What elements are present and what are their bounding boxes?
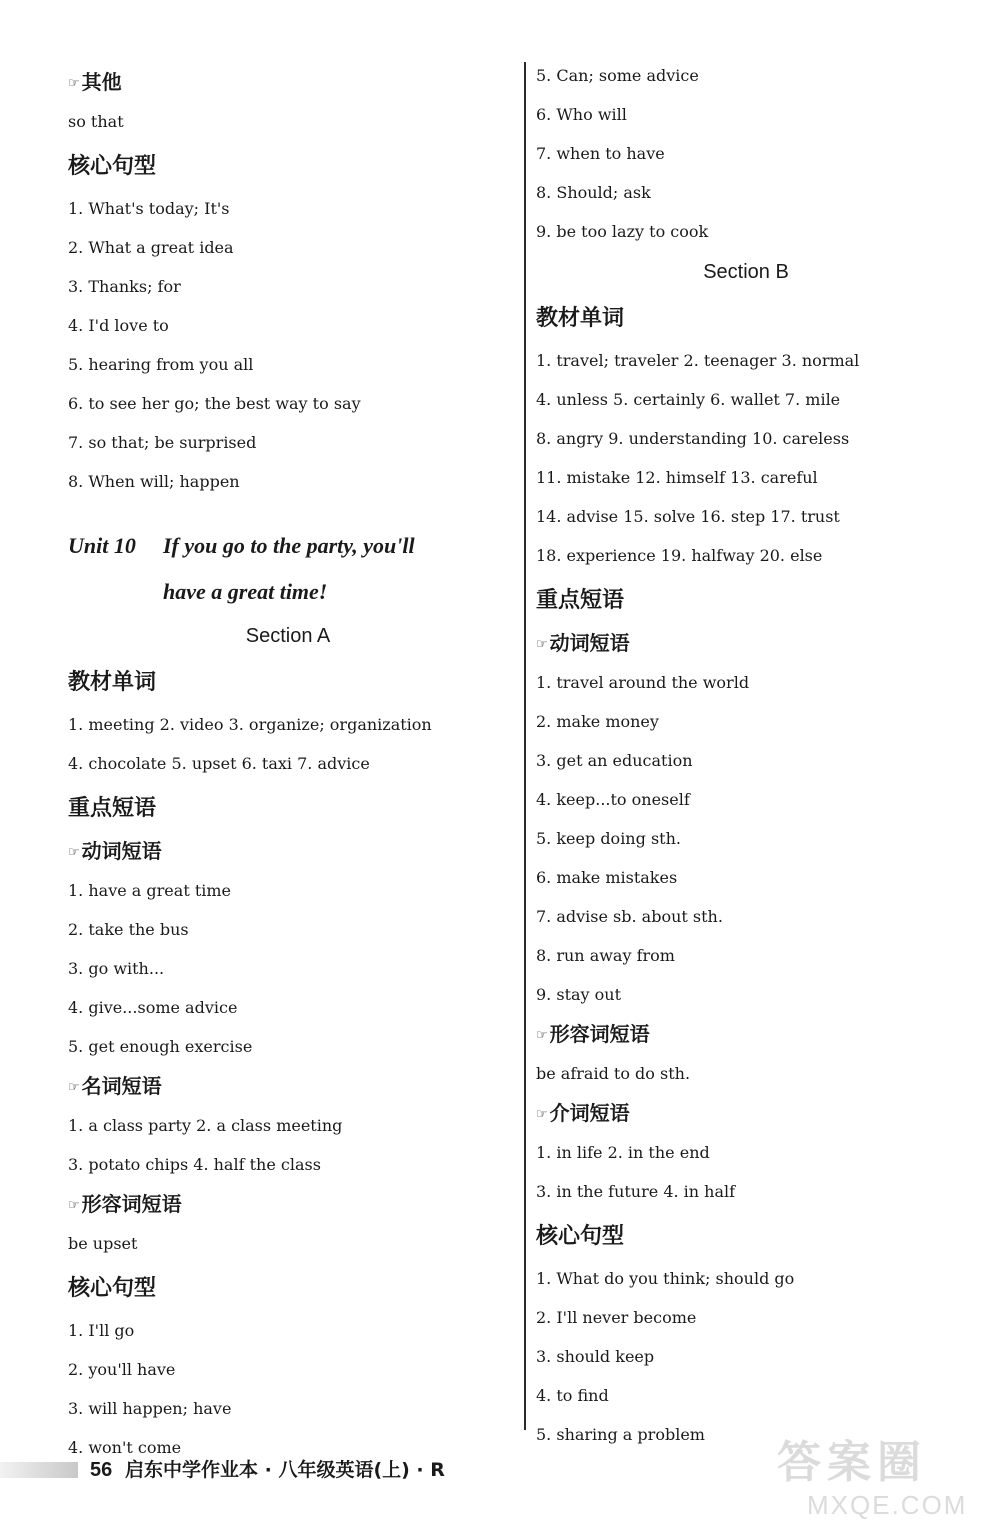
answer-line: 1. travel; traveler 2. teenager 3. normal	[536, 351, 860, 370]
answer-line: 1. travel around the world	[536, 673, 750, 692]
answer-line: 5. get enough exercise	[68, 1037, 253, 1056]
answer-line: 1. have a great time	[68, 881, 232, 900]
answer-line: be afraid to do sth.	[536, 1064, 691, 1083]
pointing-hand-icon: ☞	[536, 1028, 548, 1043]
heading-core-sentences: 核心句型	[536, 1224, 625, 1249]
answer-line: 8. run away from	[536, 946, 675, 965]
heading-key-phrases: 重点短语	[68, 796, 157, 821]
page-number: 56	[90, 1459, 113, 1481]
answer-line: 7. when to have	[536, 144, 665, 163]
unit-title	[68, 523, 508, 615]
answer-line: 3. get an education	[536, 751, 693, 770]
answer-line: 11. mistake 12. himself 13. careful	[536, 468, 818, 487]
watermark-en: MXQE.COM	[807, 1490, 968, 1520]
footer-decoration-bar	[0, 1462, 78, 1478]
answer-line: 7. advise sb. about sth.	[536, 907, 723, 926]
answer-line: 2. I'll never become	[536, 1308, 697, 1327]
answer-line: 3. in the future 4. in half	[536, 1182, 736, 1201]
answer-line: 9. stay out	[536, 985, 622, 1004]
left-column	[68, 62, 508, 1467]
page-footer	[0, 1450, 600, 1490]
answer-line: 6. make mistakes	[536, 868, 678, 887]
right-column	[536, 56, 956, 1454]
subheading-other: ☞ 其他	[68, 62, 508, 102]
answer-line: 9. be too lazy to cook	[536, 222, 709, 241]
heading-key-phrases: 重点短语	[536, 588, 625, 613]
answer-line: 2. What a great idea	[68, 238, 234, 257]
answer-line: 3. Thanks; for	[68, 277, 181, 296]
answer-line: 1. a class party 2. a class meeting	[68, 1116, 343, 1135]
answer-line: 2. take the bus	[68, 920, 189, 939]
answer-line: so that	[68, 112, 124, 131]
answer-line: 8. When will; happen	[68, 472, 240, 491]
answer-line: 8. angry 9. understanding 10. careless	[536, 429, 850, 448]
pointing-hand-icon: ☞	[68, 1080, 80, 1095]
answer-line: 6. to see her go; the best way to say	[68, 394, 361, 413]
unit-label: Unit 10	[68, 533, 136, 558]
unit-title-line-2: have a great time!	[163, 579, 328, 604]
answer-line: 3. potato chips 4. half the class	[68, 1155, 321, 1174]
answer-line: 7. so that; be surprised	[68, 433, 257, 452]
answer-line: 5. keep doing sth.	[536, 829, 681, 848]
section-a-title: Section A	[245, 625, 331, 647]
subheading-adjective-phrases: ☞ 形容词短语	[536, 1014, 956, 1054]
pointing-hand-icon: ☞	[68, 1198, 80, 1213]
answer-line: 4. won't come	[68, 1438, 182, 1457]
heading-vocabulary: 教材单词	[68, 670, 157, 695]
answer-line: 1. What's today; It's	[68, 199, 230, 218]
answer-line: 1. meeting 2. video 3. organize; organization	[68, 715, 432, 734]
answer-line: 1. What do you think; should go	[536, 1269, 795, 1288]
answer-line: be upset	[68, 1234, 138, 1253]
heading-core-sentences: 核心句型	[68, 154, 157, 179]
answer-line: 3. go with...	[68, 959, 165, 978]
pointing-hand-icon: ☞	[536, 637, 548, 652]
answer-line: 8. Should; ask	[536, 183, 651, 202]
answer-line: 4. to find	[536, 1386, 609, 1405]
answer-line: 3. should keep	[536, 1347, 655, 1366]
pointing-hand-icon: ☞	[68, 76, 80, 91]
heading-core-sentences: 核心句型	[68, 1276, 157, 1301]
answer-line: 5. sharing a problem	[536, 1425, 705, 1444]
answer-line: 5. hearing from you all	[68, 355, 254, 374]
watermark-cn: 答案圈	[777, 1437, 927, 1488]
pointing-hand-icon: ☞	[536, 1107, 548, 1122]
subheading-noun-phrases: ☞ 名词短语	[68, 1066, 508, 1106]
pointing-hand-icon: ☞	[68, 845, 80, 860]
subheading-adjective-phrases: ☞ 形容词短语	[68, 1184, 508, 1224]
answer-line: 4. chocolate 5. upset 6. taxi 7. advice	[68, 754, 370, 773]
book-title: 启东中学作业本 · 八年级英语(上) · R	[125, 1459, 445, 1481]
answer-line: 4. keep...to oneself	[536, 790, 690, 809]
answer-line: 14. advise 15. solve 16. step 17. trust	[536, 507, 840, 526]
column-divider	[524, 62, 526, 1430]
watermark-logo	[777, 1426, 977, 1520]
subheading-verb-phrases: ☞ 动词短语	[68, 831, 508, 871]
answer-line: 18. experience 19. halfway 20. else	[536, 546, 823, 565]
subheading-verb-phrases: ☞ 动词短语	[536, 623, 956, 663]
heading-vocabulary: 教材单词	[536, 306, 625, 331]
answer-line: 6. Who will	[536, 105, 627, 124]
answer-line: 5. Can; some advice	[536, 66, 699, 85]
answer-line: 4. unless 5. certainly 6. wallet 7. mile	[536, 390, 841, 409]
answer-line: 4. I'd love to	[68, 316, 169, 335]
answer-line: 1. in life 2. in the end	[536, 1143, 710, 1162]
answer-line: 1. I'll go	[68, 1321, 135, 1340]
subheading-preposition-phrases: ☞ 介词短语	[536, 1093, 956, 1133]
answer-line: 3. will happen; have	[68, 1399, 232, 1418]
unit-title-line-1: If you go to the party, you'll	[163, 533, 415, 558]
section-b-title: Section B	[703, 261, 789, 283]
answer-line: 2. you'll have	[68, 1360, 176, 1379]
answer-line: 4. give...some advice	[68, 998, 238, 1017]
answer-line: 2. make money	[536, 712, 659, 731]
